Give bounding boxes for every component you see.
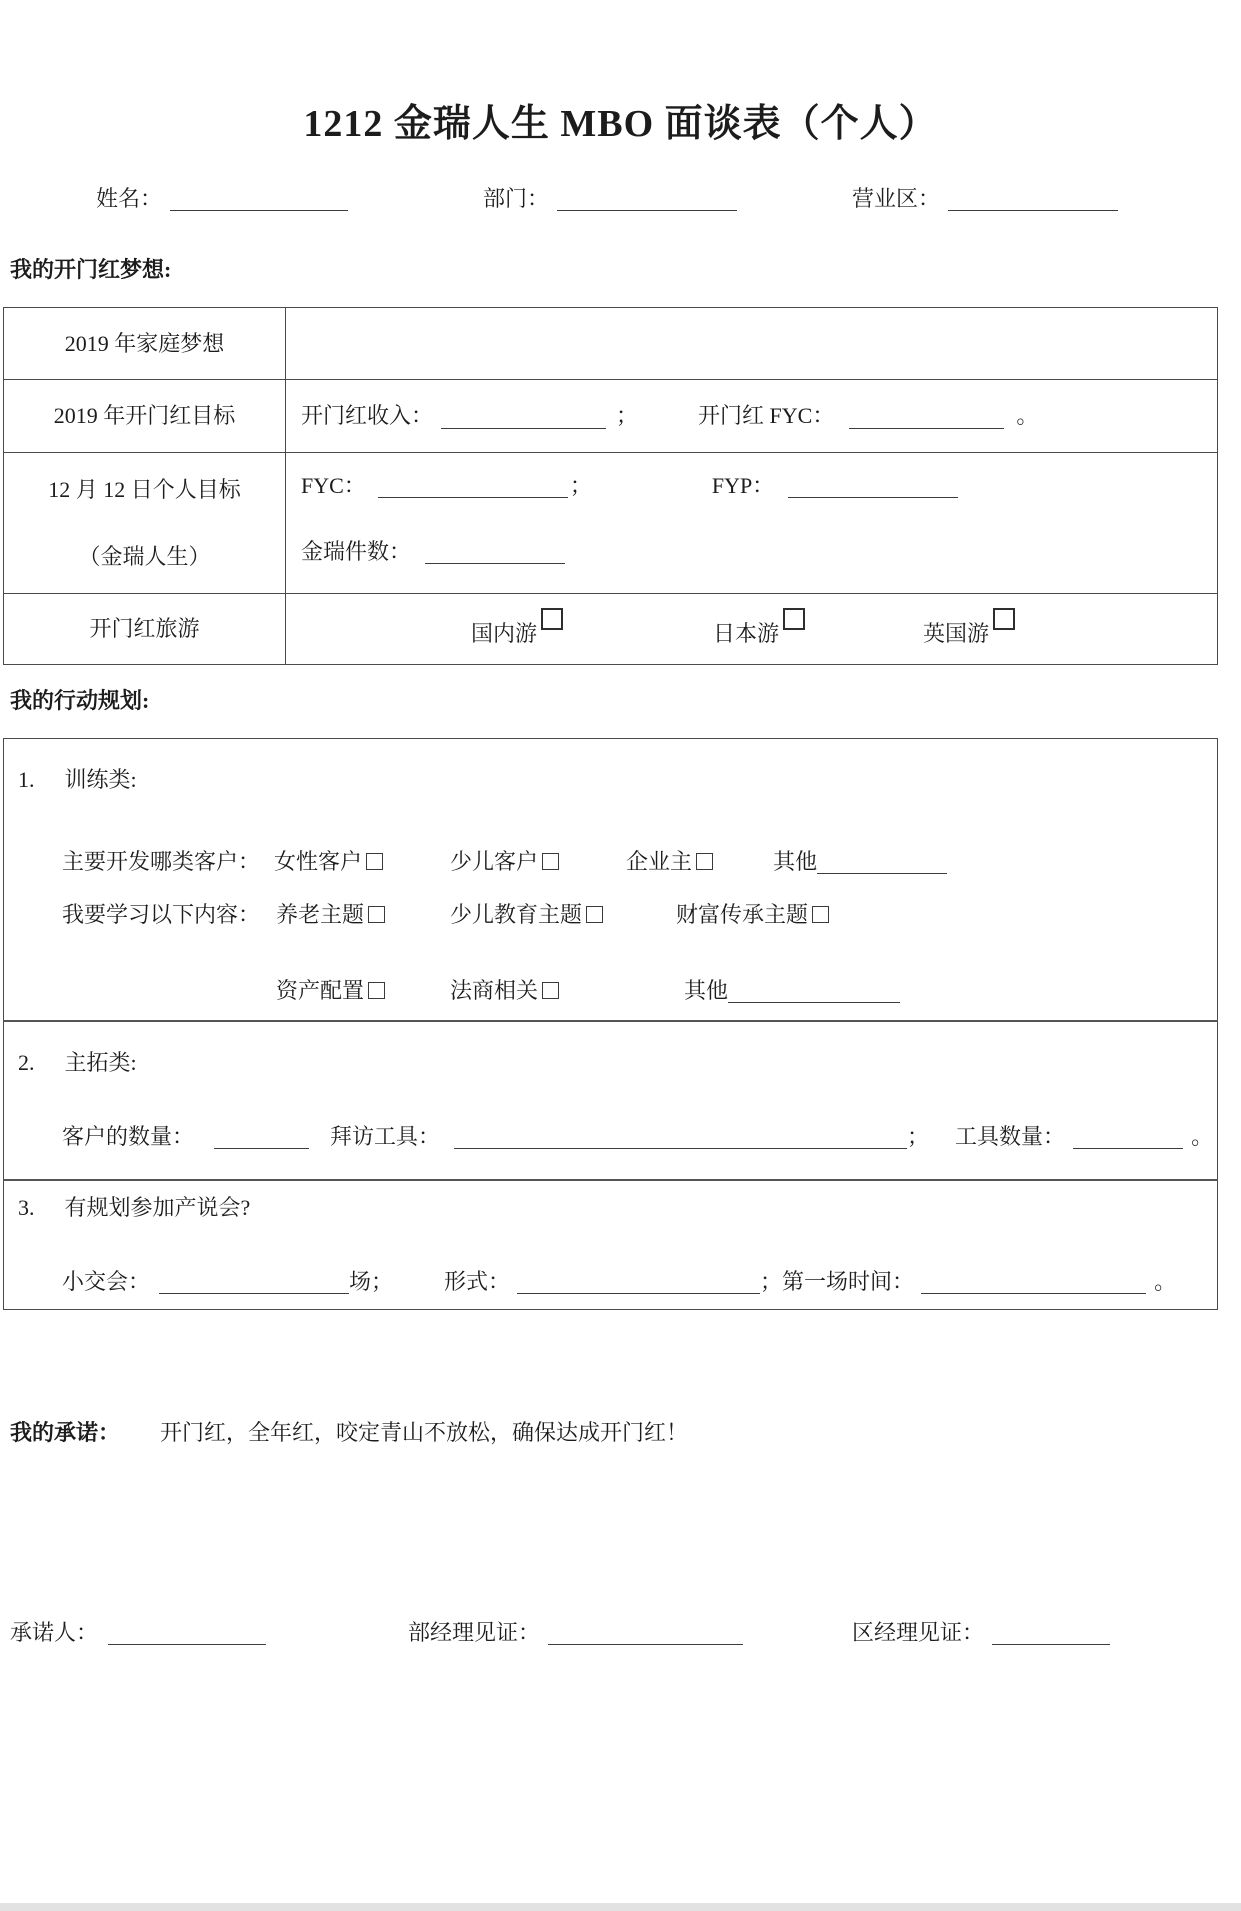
region-field: [852, 182, 1118, 216]
q2-label: 我要学习以下内容：: [62, 902, 261, 927]
travel-option-japan-label: 日本游: [713, 620, 780, 646]
item2-title: 主拓类:: [64, 1050, 137, 1075]
domestic-checkbox[interactable]: [541, 608, 563, 630]
travel-label: 开门红旅游: [4, 594, 286, 664]
q2-option-pension: 养老主题: [276, 902, 365, 927]
table-row-target: [4, 379, 1217, 452]
meeting-unit: 场；: [349, 1269, 394, 1294]
personal-target-label-line1: 12 月 12 日个人目标: [48, 476, 241, 502]
personal-semicolon: ；: [569, 473, 592, 498]
fyc-input-line[interactable]: [849, 404, 1004, 429]
pieces-input-line[interactable]: [425, 539, 565, 564]
q3-option-law: 法商相关: [450, 978, 539, 1003]
q1-label: 主要开发哪类客户：: [62, 849, 261, 874]
item2-semicolon: ；: [907, 1124, 930, 1149]
income-input-line[interactable]: [441, 404, 606, 429]
region-input-line[interactable]: [948, 186, 1118, 211]
item3-title: 有规划参加产说会?: [64, 1195, 251, 1220]
table-row-travel: [4, 593, 1217, 664]
travel-option-domestic: [471, 608, 563, 651]
q2-option-education: 少儿教育主题: [450, 902, 583, 927]
bottom-bar: [0, 1903, 1241, 1911]
item1-title: 训练类:: [64, 767, 137, 792]
personal-target-label-line2: （金瑞人生）: [78, 543, 211, 569]
pieces-label: 金瑞件数：: [301, 539, 412, 564]
dept-manager-label: 部经理见证：: [408, 1620, 541, 1645]
target-cell: [286, 380, 1217, 452]
client-count-input-line[interactable]: [214, 1124, 309, 1149]
visit-tool-label: 拜访工具：: [330, 1124, 441, 1149]
q1-option-children: 少儿客户: [450, 849, 539, 874]
dept-manager-field: [408, 1616, 743, 1650]
first-time-input-line[interactable]: [921, 1269, 1146, 1294]
japan-checkbox[interactable]: [783, 608, 805, 630]
personal-target-cell: [286, 453, 1217, 593]
pension-theme-checkbox[interactable]: [368, 906, 385, 923]
asset-allocation-checkbox[interactable]: [368, 982, 385, 999]
family-dream-label: 2019 年家庭梦想: [4, 308, 286, 379]
female-client-checkbox[interactable]: [366, 853, 383, 870]
travel-option-uk-label: 英国游: [923, 620, 990, 646]
region-label: 营业区：: [852, 186, 941, 211]
travel-option-domestic-label: 国内游: [471, 620, 538, 646]
item2-period: 。: [1191, 1124, 1214, 1149]
name-label: 姓名：: [96, 186, 163, 211]
q1-option-owner: 企业主: [626, 849, 693, 874]
section-divider-1: [3, 1020, 1218, 1022]
dept-field: [483, 182, 737, 216]
personal-fyc-line: [301, 469, 1217, 503]
promise-text: 开门红，全年红，咬定青山不放松，确保达成开门红！: [160, 1420, 689, 1445]
promise-line: [10, 1416, 688, 1450]
child-client-checkbox[interactable]: [542, 853, 559, 870]
income-label: 开门红收入：: [301, 403, 434, 428]
travel-cell: [286, 594, 1217, 664]
q1-other-input-line[interactable]: [817, 849, 947, 874]
wealth-inherit-checkbox[interactable]: [812, 906, 829, 923]
item1-question3-line: [276, 974, 900, 1008]
item3-heading: [18, 1191, 250, 1225]
tool-count-input-line[interactable]: [1073, 1124, 1183, 1149]
semicolon-text: ；: [616, 403, 639, 428]
item2-line: [62, 1120, 1213, 1154]
item1-heading: [18, 763, 137, 797]
item1-number: 1.: [18, 767, 35, 792]
business-owner-checkbox[interactable]: [696, 853, 713, 870]
q3-other-input-line[interactable]: [728, 978, 900, 1003]
personal-fyc-label: FYC：: [301, 473, 366, 498]
first-time-label: ；第一场时间：: [760, 1269, 915, 1294]
child-education-checkbox[interactable]: [586, 906, 603, 923]
promiser-input-line[interactable]: [108, 1620, 266, 1645]
personal-target-label: [4, 453, 286, 593]
promiser-label: 承诺人：: [10, 1620, 99, 1645]
q2-option-wealth: 财富传承主题: [676, 902, 809, 927]
personal-fyp-label: FYP：: [711, 473, 775, 498]
promiser-field: [10, 1616, 266, 1650]
item2-number: 2.: [18, 1050, 35, 1075]
travel-option-uk: [923, 608, 1015, 651]
item3-period: 。: [1154, 1269, 1177, 1294]
target-label: 2019 年开门红目标: [4, 380, 286, 452]
meeting-count-input-line[interactable]: [159, 1269, 349, 1294]
item3-line: [62, 1265, 1176, 1299]
promise-label: 我的承诺：: [10, 1420, 121, 1445]
q1-other-label: 其他: [773, 849, 818, 874]
meeting-label: 小交会：: [62, 1269, 151, 1294]
region-manager-input-line[interactable]: [992, 1620, 1110, 1645]
form-label: 形式：: [444, 1269, 511, 1294]
tool-count-label: 工具数量：: [955, 1124, 1066, 1149]
pieces-line: [301, 535, 1217, 569]
family-dream-cell[interactable]: [286, 308, 1217, 379]
q3-other-label: 其他: [684, 978, 729, 1003]
q1-option-female: 女性客户: [274, 849, 363, 874]
name-input-line[interactable]: [170, 186, 348, 211]
name-field: [96, 182, 348, 216]
personal-fyp-input-line[interactable]: [788, 473, 958, 498]
travel-option-japan: [713, 608, 805, 651]
plan-section-heading: 我的行动规划:: [10, 688, 150, 713]
period-text: 。: [1016, 403, 1039, 428]
client-count-label: 客户的数量：: [62, 1124, 195, 1149]
table-row-family-dream: [4, 308, 1217, 379]
personal-fyc-input-line[interactable]: [378, 473, 568, 498]
form-title: 1212 金瑞人生 MBO 面谈表（个人）: [303, 103, 938, 145]
visit-tool-input-line[interactable]: [454, 1124, 907, 1149]
uk-checkbox[interactable]: [993, 608, 1015, 630]
item1-question1-line: [62, 845, 947, 879]
dept-manager-input-line[interactable]: [548, 1620, 743, 1645]
q3-option-asset: 资产配置: [276, 978, 365, 1003]
dept-label: 部门：: [483, 186, 550, 211]
region-manager-field: [852, 1616, 1110, 1650]
item1-question2-line: [62, 898, 829, 932]
item3-number: 3.: [18, 1195, 35, 1220]
dream-table: [3, 307, 1218, 665]
dream-section-heading: 我的开门红梦想:: [10, 257, 172, 282]
section-divider-2: [3, 1179, 1218, 1181]
law-business-checkbox[interactable]: [542, 982, 559, 999]
table-row-personal-target: [4, 452, 1217, 593]
item2-heading: [18, 1046, 137, 1080]
dept-input-line[interactable]: [557, 186, 737, 211]
form-input-line[interactable]: [517, 1269, 760, 1294]
region-manager-label: 区经理见证：: [852, 1620, 985, 1645]
action-plan-box: [3, 738, 1218, 1310]
fyc-label: 开门红 FYC：: [698, 403, 835, 428]
